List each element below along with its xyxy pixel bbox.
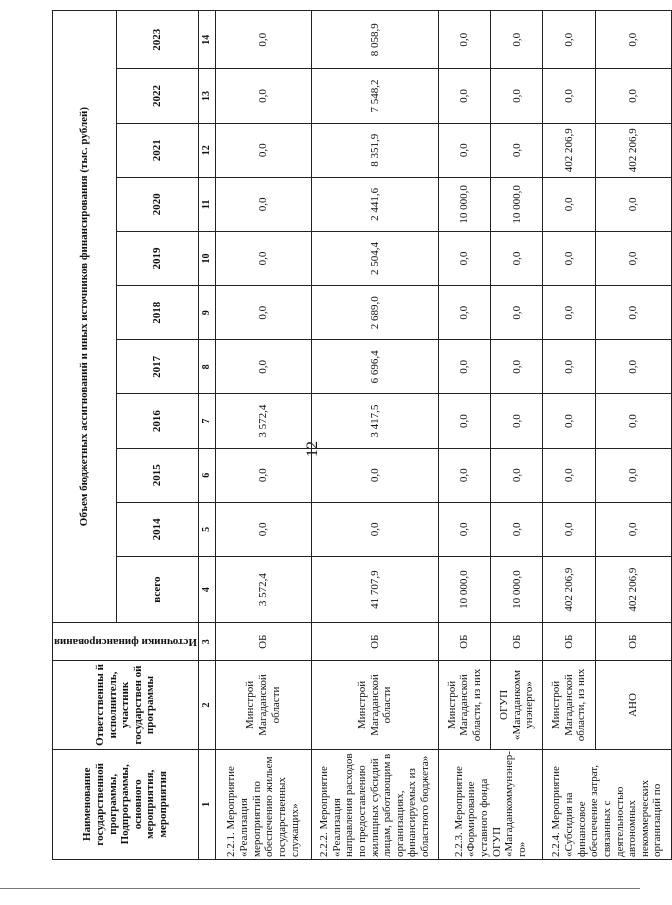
col-number: 3 (198, 623, 215, 661)
year-header: 2022 (117, 69, 199, 123)
header-source (53, 623, 199, 661)
value-total: 402 206,9 (543, 556, 595, 622)
value-year: 7 548,2 (311, 69, 438, 123)
col-number: 9 (198, 286, 215, 340)
value-total: 10 000,0 (438, 556, 490, 622)
value-year: 0,0 (595, 448, 671, 502)
responsible: ОГУП «Магаданкомм унэнерго» (491, 661, 543, 749)
value-year: 0,0 (491, 69, 543, 123)
value-year: 0,0 (543, 177, 595, 231)
responsible: Минстрой Магаданской области (215, 661, 311, 749)
year-header: 2020 (117, 177, 199, 231)
measure-name: 2.2.2. Мероприятие «Реализация направления расходов по предоставлению жилищных субсидий лицам, работающим в организациях, финансируемых из областного бюджета» (311, 749, 438, 859)
value-total: 41 707,9 (311, 556, 438, 622)
value-year: 0,0 (491, 340, 543, 394)
year-header: 2016 (117, 394, 199, 448)
value-year: 0,0 (543, 394, 595, 448)
col-number: 11 (198, 177, 215, 231)
page-number: 12 (304, 441, 321, 457)
rotated-table-container (52, 10, 664, 860)
measure-name: 2.2.3. Мероприятие «Формирование уставного фонда ОГУП «Магаданкоммунэнер-го» (438, 749, 543, 859)
col-number: 5 (198, 502, 215, 556)
value-year: 0,0 (215, 502, 311, 556)
table-row (543, 11, 595, 860)
value-year: 0,0 (215, 11, 311, 69)
value-total: 10 000,0 (491, 556, 543, 622)
year-header: 2021 (117, 123, 199, 177)
responsible: Минстрой Магаданской области (311, 661, 438, 749)
responsible: Минстрой Магаданской области, из них (543, 661, 595, 749)
table-row (215, 11, 311, 860)
value-year: 0,0 (438, 69, 490, 123)
value-year: 0,0 (595, 69, 671, 123)
value-year: 0,0 (215, 448, 311, 502)
value-year: 0,0 (543, 69, 595, 123)
value-year: 0,0 (543, 286, 595, 340)
value-year: 6 696,4 (311, 340, 438, 394)
col-number: 10 (198, 231, 215, 285)
value-year: 0,0 (438, 502, 490, 556)
value-year: 3 417,5 (311, 394, 438, 448)
value-year: 2 689,0 (311, 286, 438, 340)
value-year: 0,0 (543, 502, 595, 556)
year-header: 2023 (117, 11, 199, 69)
header-source-text: Источники финансирования (54, 636, 197, 649)
table-row (438, 11, 490, 860)
value-year: 0,0 (215, 177, 311, 231)
value-year: 0,0 (438, 231, 490, 285)
header-responsible: Ответственны й исполнитель, участник государствен ой программы (53, 661, 199, 749)
value-year: 0,0 (491, 448, 543, 502)
value-year: 0,0 (543, 448, 595, 502)
header-volume: Объем бюджетных ассигнований и иных источников финансирования (тыс. рублей) (53, 11, 117, 623)
value-year: 0,0 (595, 340, 671, 394)
financing-table (52, 10, 672, 860)
value-year: 0,0 (491, 231, 543, 285)
year-header: 2018 (117, 286, 199, 340)
year-header: 2014 (117, 502, 199, 556)
col-number: 2 (198, 661, 215, 749)
header-name: Наименование государственной программы, Подпрограммы, основного мероприятия, мероприятия (53, 749, 199, 859)
table-row (491, 11, 543, 860)
table-row (311, 11, 438, 860)
col-number: 1 (198, 749, 215, 859)
year-header: 2017 (117, 340, 199, 394)
year-header: всего (117, 556, 199, 622)
col-number: 13 (198, 69, 215, 123)
col-number: 7 (198, 394, 215, 448)
value-year: 402 206,9 (543, 123, 595, 177)
value-year: 402 206,9 (595, 123, 671, 177)
col-number: 14 (198, 11, 215, 69)
value-year: 10 000,0 (491, 177, 543, 231)
value-year: 0,0 (311, 448, 438, 502)
value-year: 0,0 (543, 340, 595, 394)
value-total: 402 206,9 (595, 556, 671, 622)
source: ОБ (311, 623, 438, 661)
value-year: 0,0 (595, 394, 671, 448)
value-year: 0,0 (543, 231, 595, 285)
measure-name: 2.2.4. Мероприятие «Субсидия на финансовое обеспечение затрат, связанных с деятельностью автономных некоммерческих организаций по (543, 749, 672, 859)
value-year: 0,0 (595, 286, 671, 340)
value-year: 0,0 (491, 123, 543, 177)
value-year: 0,0 (215, 286, 311, 340)
value-year: 8 058,9 (311, 11, 438, 69)
value-year: 0,0 (491, 394, 543, 448)
value-year: 0,0 (543, 11, 595, 69)
value-year: 0,0 (438, 286, 490, 340)
value-year: 0,0 (215, 69, 311, 123)
value-year: 0,0 (215, 231, 311, 285)
source: ОБ (595, 623, 671, 661)
col-number: 8 (198, 340, 215, 394)
value-year: 0,0 (491, 11, 543, 69)
value-year: 0,0 (491, 502, 543, 556)
value-year: 8 351,9 (311, 123, 438, 177)
value-year: 0,0 (491, 286, 543, 340)
value-year: 0,0 (438, 11, 490, 69)
responsible: Минстрой Магаданской области, из них (438, 661, 490, 749)
value-year: 0,0 (438, 340, 490, 394)
value-year: 0,0 (438, 123, 490, 177)
value-year: 0,0 (215, 340, 311, 394)
value-year: 10 000,0 (438, 177, 490, 231)
value-year: 0,0 (215, 123, 311, 177)
col-number: 12 (198, 123, 215, 177)
source: ОБ (438, 623, 490, 661)
value-year: 0,0 (438, 394, 490, 448)
responsible: АНО (595, 661, 671, 749)
value-year: 2 441,6 (311, 177, 438, 231)
value-year: 0,0 (595, 11, 671, 69)
value-year: 0,0 (438, 448, 490, 502)
page-bottom-rule (0, 888, 640, 889)
col-number: 4 (198, 556, 215, 622)
year-header: 2019 (117, 231, 199, 285)
table-row (595, 11, 671, 860)
year-header: 2015 (117, 448, 199, 502)
col-number: 6 (198, 448, 215, 502)
source: ОБ (215, 623, 311, 661)
column-numbers-row (198, 11, 215, 860)
value-total: 3 572,4 (215, 556, 311, 622)
source: ОБ (491, 623, 543, 661)
value-year: 3 572,4 (215, 394, 311, 448)
value-year: 0,0 (595, 177, 671, 231)
source: ОБ (543, 623, 595, 661)
value-year: 0,0 (595, 502, 671, 556)
value-year: 0,0 (595, 231, 671, 285)
value-year: 0,0 (311, 502, 438, 556)
value-year: 2 504,4 (311, 231, 438, 285)
measure-name: 2.2.1. Мероприятие «Реализация мероприятий по обеспечению жильем государственных служащих» (215, 749, 311, 859)
